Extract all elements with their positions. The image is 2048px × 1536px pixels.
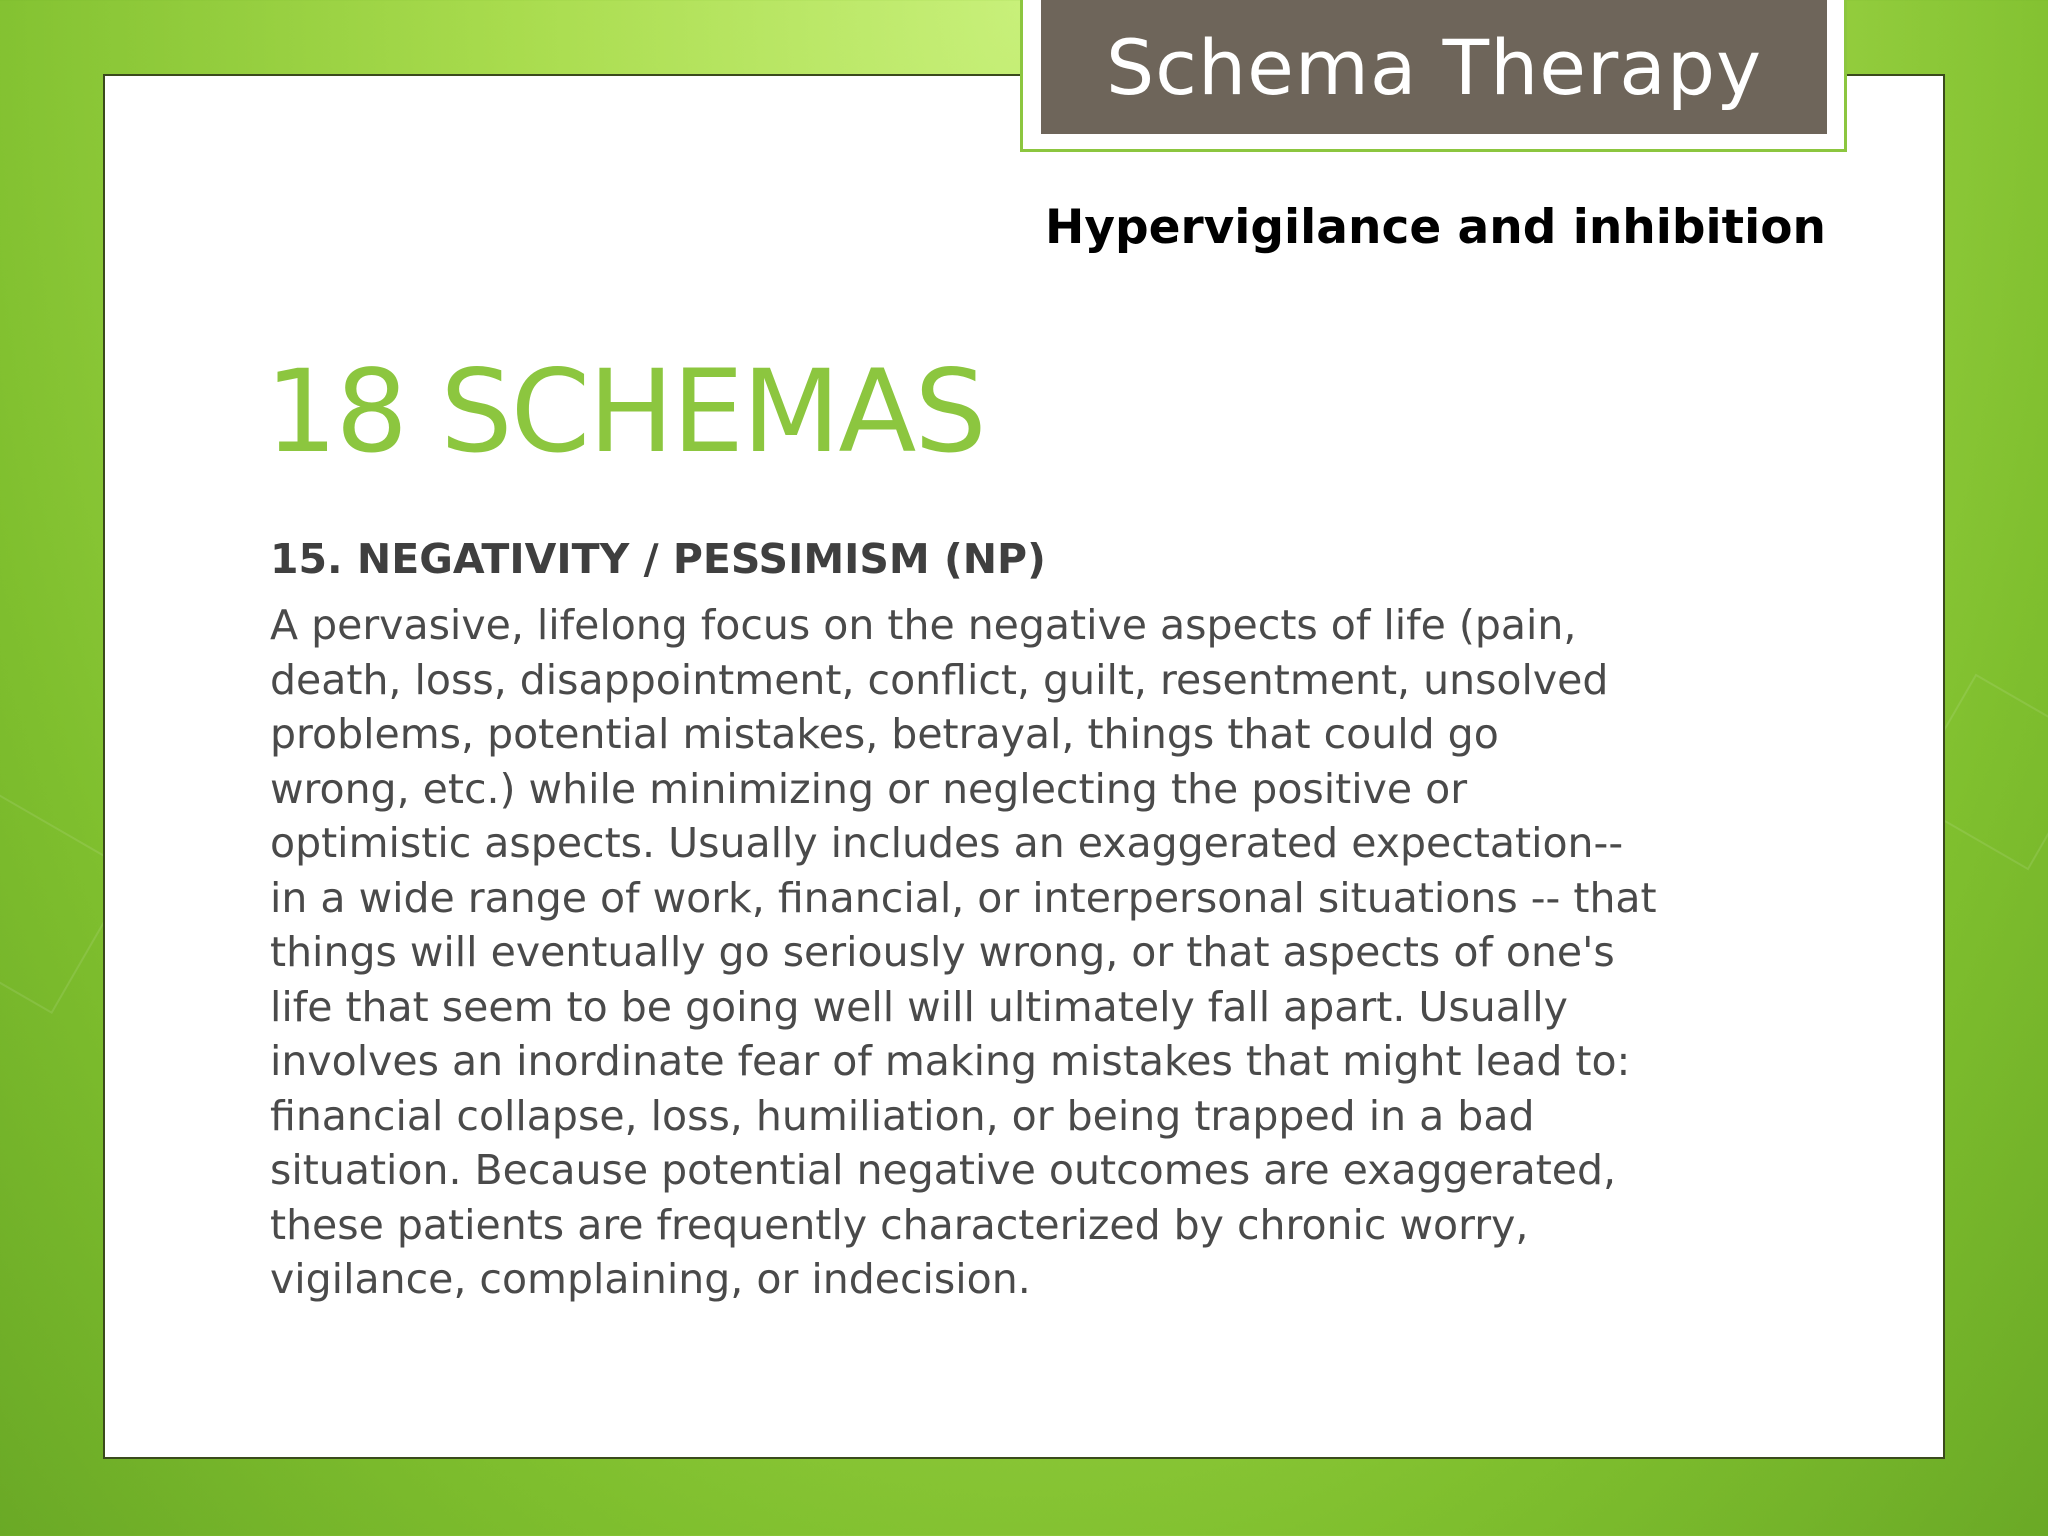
description-line: in a wide range of work, financial, or interpersonal situations -- that (270, 873, 1657, 922)
description-line: vigilance, complaining, or indecision. (270, 1255, 1031, 1303)
section-heading: 18 SCHEMAS (265, 345, 985, 478)
description-line: life that seem to be going well will ultimately fall apart. Usually (270, 982, 1568, 1031)
description-line: things will eventually go seriously wrong, or that aspects of one's (270, 928, 1615, 976)
description-line: A pervasive, lifelong focus on the negative aspects of life (pain, (270, 601, 1577, 649)
slide-title: Schema Therapy (1105, 22, 1763, 112)
description-line: optimistic aspects. Usually includes an exaggerated expectation-- (270, 819, 1624, 867)
schema-title: 15. NEGATIVITY / PESSIMISM (NP) (270, 535, 1046, 583)
slide-subtitle: Hypervigilance and inhibition (1045, 200, 1826, 255)
title-tab (1041, 0, 1827, 134)
description-line: problems, potential mistakes, betrayal, things that could go (270, 710, 1499, 758)
description-line: situation. Because potential negative outcomes are exaggerated, (270, 1146, 1617, 1194)
description-line: death, loss, disappointment, conflict, guilt, resentment, unsolved (270, 655, 1609, 704)
description-line: these patients are frequently characterized by chronic worry, (270, 1200, 1529, 1249)
description-line: involves an inordinate fear of making mistakes that might lead to: (270, 1037, 1631, 1085)
description-line: wrong, etc.) while minimizing or neglecting the positive or (270, 764, 1468, 813)
schema-description (270, 598, 1810, 1307)
description-line: financial collapse, loss, humiliation, or being trapped in a bad (270, 1091, 1535, 1140)
